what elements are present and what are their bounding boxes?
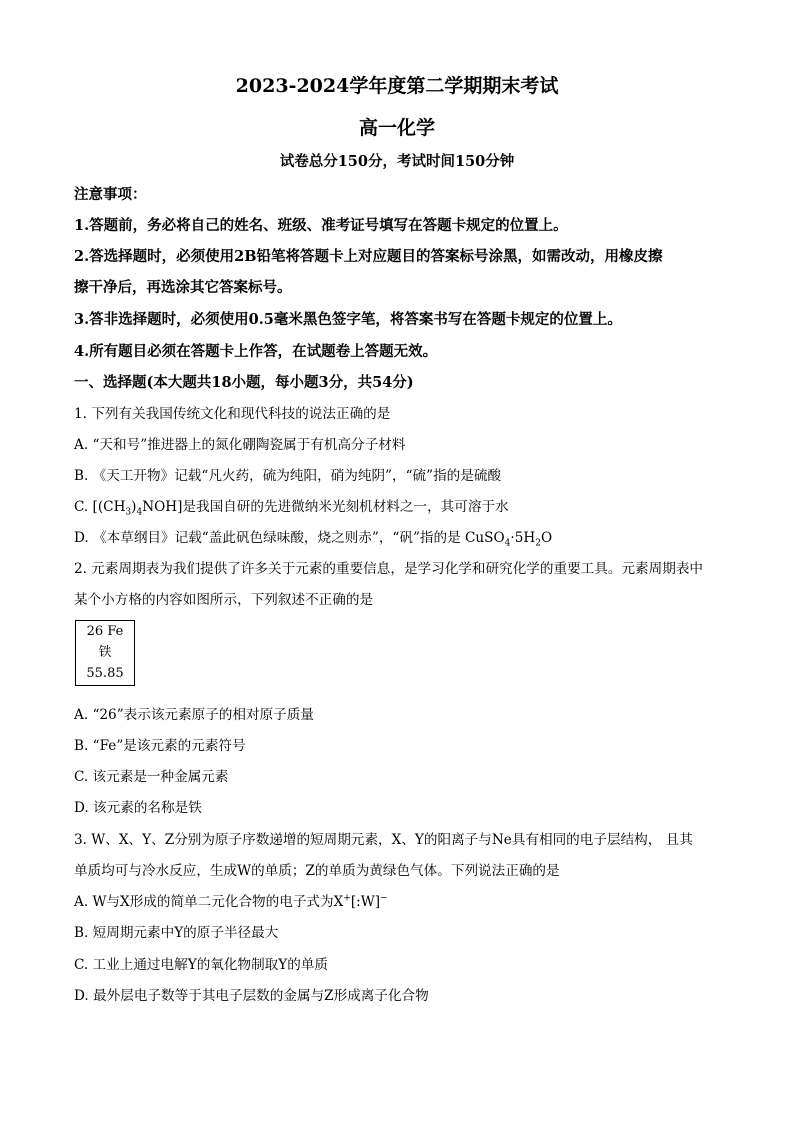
q2-option-b: B. “Fe”是该元素的元素符号 <box>74 738 246 754</box>
q3-option-a: A. W与X形成的简单二元化合物的电子式为X+[:W]− <box>74 893 388 910</box>
element-mass: 55.85 <box>86 666 124 681</box>
periodic-table-cell <box>75 620 135 686</box>
section-heading: 一、选择题(本大题共18小题，每小题3分，共54分) <box>74 374 414 391</box>
note-item-2-line-2: 擦干净后，再选涂其它答案标号。 <box>74 279 292 296</box>
q3-option-c: C. 工业上通过电解Y的氧化物制取Y的单质 <box>74 957 329 973</box>
q2-option-a: A. “26”表示该元素原子的相对原子质量 <box>74 707 314 723</box>
q2-option-c: C. 该元素是一种金属元素 <box>74 769 229 785</box>
exam-info: 试卷总分150分，考试时间150分钟 <box>279 153 515 170</box>
q1-option-d: D. 《本草纲目》记载“盖此矾色绿味酸，烧之则赤”，“矾”指的是 $CuSO_4\cdot 5H_2O$ <box>74 530 553 549</box>
q2-option-d: D. 该元素的名称是铁 <box>74 800 202 816</box>
note-item-4: 4.所有题目必须在答题卡上作答，在试题卷上答题无效。 <box>74 343 438 360</box>
q2-stem-line-2: 某个小方格的内容如图所示，下列叙述不正确的是 <box>74 592 374 608</box>
q1-option-a: A. “天和号”推进器上的氮化硼陶瓷属于有机高分子材料 <box>74 437 406 453</box>
q3-option-d: D. 最外层电子数等于其电子层数的金属与Z形成离子化合物 <box>74 988 429 1004</box>
q2-stem-line-1: 2. 元素周期表为我们提供了许多关于元素的重要信息，是学习化学和研究化学的重要工具。元素周期表中 <box>74 561 704 577</box>
exam-title: 2023-2024学年度第二学期期末考试 <box>235 75 559 97</box>
q1-option-c: C. $[(CH_3)_4NOH]$是我国自研的先进微纳米光刻机材料之一，其可溶于水 <box>74 499 509 518</box>
q3-stem-line-1: 3. W、X、Y、Z分别为原子序数递增的短周期元素，X、Y的阳离子与Ne具有相同的电子层结构， 且其 <box>74 832 693 848</box>
q1-option-b: B. 《天工开物》记载“凡火药，硫为纯阳，硝为纯阴”，“硫”指的是硫酸 <box>74 468 502 484</box>
element-name: 铁 <box>98 645 112 660</box>
q1-stem: 1. 下列有关我国传统文化和现代科技的说法正确的是 <box>74 406 391 422</box>
exam-subject: 高一化学 <box>358 117 435 139</box>
q3-option-b: B. 短周期元素中Y的原子半径最大 <box>74 925 279 941</box>
note-item-1: 1.答题前，务必将自己的姓名、班级、准考证号填写在答题卡规定的位置上。 <box>74 217 568 234</box>
note-item-3: 3.答非选择题时，必须使用0.5毫米黑色签字笔，将答案书写在答题卡规定的位置上。 <box>74 311 622 328</box>
notes-heading: 注意事项： <box>74 186 147 203</box>
element-number-symbol: 26 Fe <box>86 624 124 639</box>
q3-stem-line-2: 单质均可与冷水反应，生成W的单质；Z的单质为黄绿色气体。下列说法正确的是 <box>74 863 560 879</box>
note-item-2-line-1: 2.答选择题时，必须使用2B铅笔将答题卡上对应题目的答案标号涂黑，如需改动，用橡皮擦 <box>74 248 663 265</box>
